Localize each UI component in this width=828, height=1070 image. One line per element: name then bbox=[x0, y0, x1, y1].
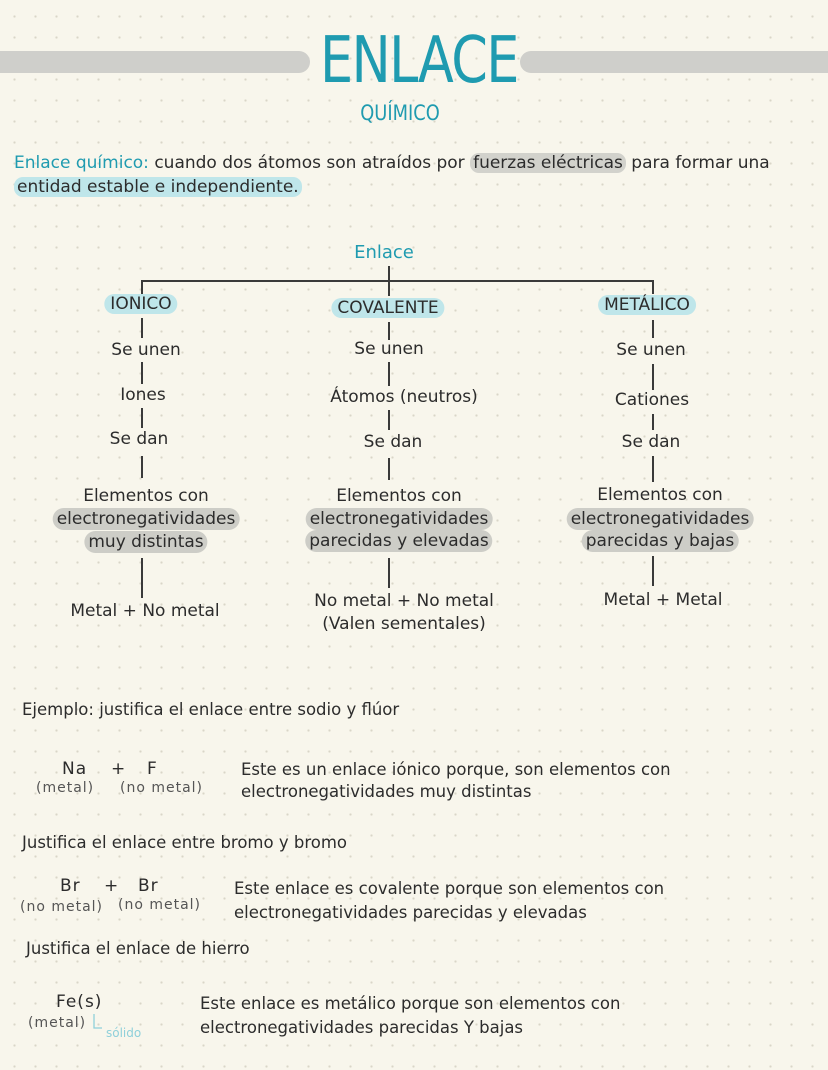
definition-text-2: para formar una bbox=[625, 153, 770, 173]
example-answer-line-1: Este es un enlace iónico porque, son elementos con bbox=[241, 760, 671, 779]
example-prompt: Justifica el enlace de hierro bbox=[26, 939, 250, 958]
page-title: ENLACE bbox=[319, 24, 518, 98]
example-answer-line-1: Este enlace es metálico porque son elementos con bbox=[200, 994, 621, 1013]
link bbox=[652, 320, 654, 338]
formula-b: F bbox=[147, 759, 158, 779]
formula-tag-a: (no metal) bbox=[20, 899, 104, 915]
formula-tag-a: (metal) bbox=[36, 780, 95, 796]
link bbox=[652, 556, 654, 586]
arrow-icon bbox=[92, 1012, 106, 1034]
node-se-unen: Se unen bbox=[111, 340, 181, 360]
node-electroneg-detail bbox=[84, 531, 207, 553]
node-se-unen: Se unen bbox=[354, 339, 424, 359]
link bbox=[388, 362, 390, 386]
title-bar-left bbox=[0, 51, 310, 73]
node-result-note: (Valen sementales) bbox=[322, 614, 486, 634]
link bbox=[388, 458, 390, 480]
example-answer-line-1: Este enlace es covalente porque son elementos con bbox=[234, 879, 665, 898]
formula-tag-b: (no metal) bbox=[120, 780, 204, 796]
node-result: Metal + Metal bbox=[603, 590, 723, 610]
tree-root: Enlace bbox=[354, 242, 414, 263]
node-electroneg-detail bbox=[305, 530, 492, 552]
node-se-dan: Se dan bbox=[363, 432, 423, 452]
branch-connector-metalico bbox=[652, 280, 654, 294]
branch-connector-covalente bbox=[388, 280, 390, 296]
electroneg-chip: electronegatividades bbox=[567, 508, 754, 530]
node-particle: Átomos (neutros) bbox=[330, 387, 478, 407]
formula-a: Na bbox=[62, 759, 88, 779]
electroneg-detail-chip: parecidas y bajas bbox=[582, 530, 739, 552]
branch-covalente bbox=[331, 297, 444, 319]
link bbox=[652, 364, 654, 390]
example-answer-line-2: electronegatividades parecidas Y bajas bbox=[200, 1018, 524, 1037]
branch-label: COVALENTE bbox=[331, 298, 444, 318]
example-prompt: Ejemplo: justifica el enlace entre sodio y flúor bbox=[22, 700, 400, 719]
tree-crossbar bbox=[141, 280, 653, 282]
link bbox=[141, 558, 143, 598]
link bbox=[141, 362, 143, 384]
link bbox=[141, 408, 143, 428]
page-subtitle: QUÍMICO bbox=[360, 101, 440, 125]
electroneg-detail-chip: parecidas y elevadas bbox=[305, 530, 492, 552]
formula-tag-a: (metal) bbox=[28, 1015, 87, 1031]
electroneg-chip: electronegatividades bbox=[306, 508, 493, 530]
branch-label: IONICO bbox=[104, 294, 177, 314]
link bbox=[652, 456, 654, 482]
example-answer-line-2: electronegatividades parecidas y elevadas bbox=[234, 903, 587, 922]
electroneg-chip: electronegatividades bbox=[53, 508, 240, 530]
node-electroneg bbox=[306, 508, 493, 530]
definition-term: Enlace químico: bbox=[14, 153, 149, 173]
link bbox=[652, 414, 654, 430]
node-electroneg bbox=[567, 508, 754, 530]
branch-label: METÁLICO bbox=[598, 295, 696, 315]
branch-ionico bbox=[104, 293, 177, 315]
example-answer-line-2: electronegatividades muy distintas bbox=[241, 782, 532, 801]
link bbox=[388, 558, 390, 588]
node-elementos: Elementos con bbox=[83, 486, 209, 506]
branch-connector-ionico bbox=[141, 280, 143, 294]
definition-text-3: entidad estable e independiente. bbox=[14, 177, 302, 197]
formula-note: sólido bbox=[106, 1026, 142, 1040]
formula-plus: + bbox=[111, 759, 127, 779]
node-result: No metal + No metal bbox=[314, 591, 494, 611]
electroneg-detail-chip: muy distintas bbox=[84, 531, 207, 553]
node-elementos: Elementos con bbox=[336, 486, 462, 506]
node-particle: Iones bbox=[120, 385, 166, 405]
definition bbox=[14, 151, 814, 199]
link bbox=[141, 318, 143, 338]
link bbox=[141, 456, 143, 478]
node-se-dan: Se dan bbox=[109, 429, 169, 449]
definition-text-1: cuando dos átomos son atraídos por bbox=[148, 153, 471, 173]
node-se-unen: Se unen bbox=[616, 340, 686, 360]
formula-plus: + bbox=[104, 876, 120, 896]
formula-tag-b: (no metal) bbox=[118, 897, 202, 913]
example-prompt: Justifica el enlace entre bromo y bromo bbox=[22, 833, 348, 852]
root-connector bbox=[388, 266, 390, 281]
definition-highlight: fuerzas eléctricas bbox=[470, 153, 626, 173]
branch-metalico bbox=[598, 294, 696, 316]
node-electroneg-detail bbox=[582, 530, 739, 552]
node-result: Metal + No metal bbox=[70, 601, 220, 621]
node-electroneg bbox=[53, 508, 240, 530]
link bbox=[388, 410, 390, 430]
node-elementos: Elementos con bbox=[597, 485, 723, 505]
formula-b: Br bbox=[138, 876, 159, 896]
node-se-dan: Se dan bbox=[621, 432, 681, 452]
formula-a: Fe(s) bbox=[56, 992, 103, 1012]
formula-a: Br bbox=[60, 876, 81, 896]
title-bar-right bbox=[520, 51, 828, 73]
node-particle: Cationes bbox=[614, 390, 690, 410]
